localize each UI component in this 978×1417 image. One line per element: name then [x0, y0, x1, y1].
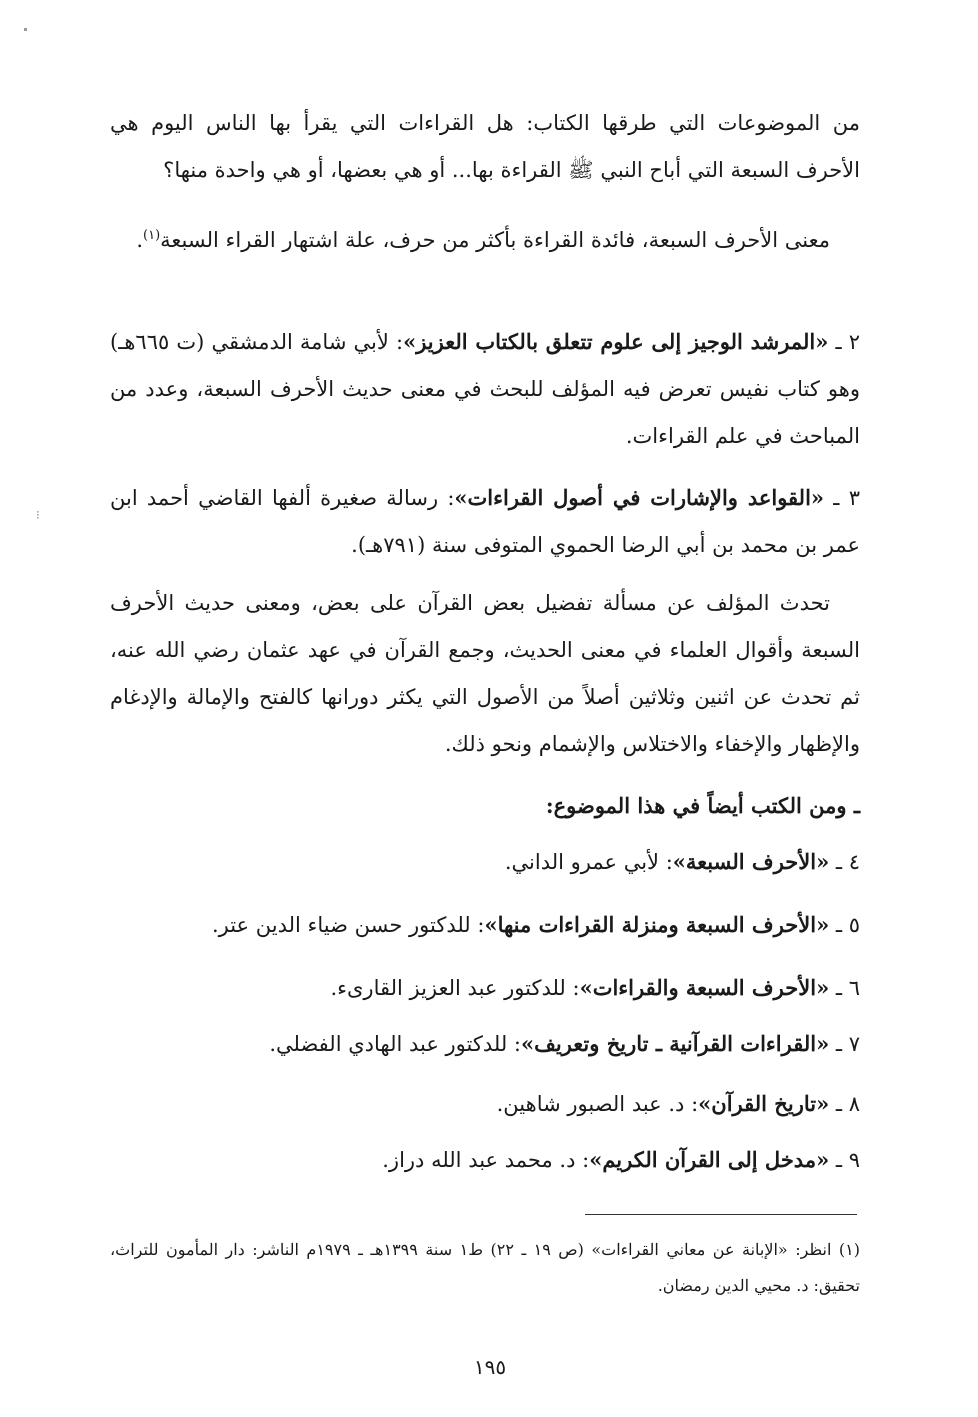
list-item: [212, 901, 860, 949]
book-title: «القواعد والإشارات في أصول القراءات»: [454, 485, 825, 510]
book-entry-number: ٣ ـ: [833, 486, 860, 510]
book-description: : رسالة صغيرة ألفها القاضي أحمد ابن عمر بن محمد بن أبي الرضا الحموي المتوفى سنة (٧٩١هـ).: [110, 486, 860, 557]
book-description: : لأبي شامة الدمشقي (ت ٦٦٥هـ) وهو كتاب نفيس تعرض فيه المؤلف للبحث في معنى حديث الأحرف السبعة، وعدد من المباحث في علم القراءات.: [110, 330, 860, 448]
list-item-text: : للدكتور عبد العزيز القارىء.: [330, 976, 580, 1000]
margin-mark: ⁝: [36, 508, 40, 522]
paragraph-intro: من الموضوعات التي طرقها الكتاب: هل القراءات التي يقرأ بها الناس اليوم هي الأحرف السبعة التي أباح النبي ﷺ القراءة بها... أو هي بعضها، أو هي واحدة منها؟: [110, 111, 860, 182]
footnote-divider: [585, 1214, 857, 1215]
list-item-title: «تاريخ القرآن»: [698, 1091, 830, 1116]
corner-mark: [24, 28, 27, 31]
paragraph-topics-end: .: [136, 228, 144, 252]
book-entry-number: ٢ ـ: [835, 330, 861, 354]
paragraph-topics-text: معنى الأحرف السبعة، فائدة القراءة بأكثر من حرف، علة اشتهار القراء السبعة: [160, 228, 830, 252]
list-item: [497, 1080, 860, 1128]
list-item-number: ٦ ـ: [835, 976, 860, 1000]
list-item-number: ٩ ـ: [835, 1148, 860, 1172]
paragraph-summary: تحدث المؤلف عن مسألة تفضيل بعض القرآن على بعض، ومعنى حديث الأحرف السبعة وأقوال العلماء في معنى الحديث، وجمع القرآن في عهد عثمان رضي الله عنه، ثم تحدث عن اثنين وثلاثين أصلاً من الأصول التي يكثر دورانها كالفتح والإمالة والإدغام والإظهار والإخفاء والاختلاس والإشمام ونحو ذلك.: [110, 591, 860, 756]
list-item-number: ٨ ـ: [835, 1092, 860, 1116]
list-item: [505, 838, 860, 886]
list-item-title: «الأحرف السبعة والقراءات»: [579, 975, 830, 1000]
list-item-number: ٧ ـ: [835, 1032, 860, 1056]
list-item-number: ٤ ـ: [835, 850, 860, 874]
list-item-title: «الأحرف السبعة»: [672, 849, 830, 874]
list-item-number: ٥ ـ: [835, 913, 860, 937]
page-number: ١٩٥: [473, 1355, 507, 1379]
footnote-reference: (١): [143, 228, 161, 243]
book-title: «المرشد الوجيز إلى علوم تتعلق بالكتاب العزيز»: [403, 329, 829, 354]
list-item-text: : د. عبد الصبور شاهين.: [496, 1092, 699, 1116]
paragraph-topics: [110, 212, 860, 264]
list-item-text: : للدكتور عبد الهادي الفضلي.: [269, 1032, 521, 1056]
list-item: [269, 1020, 860, 1068]
list-item-title: «القراءات القرآنية ـ تاريخ وتعريف»: [521, 1031, 830, 1056]
book-entry-2: [110, 318, 860, 460]
list-item-title: «الأحرف السبعة ومنزلة القراءات منها»: [484, 912, 830, 937]
list-item: [330, 964, 860, 1012]
footnote: (١) انظر: «الإبانة عن معاني القراءات» (ص ١٩ ـ ٢٢) ط١ سنة ١٣٩٩هـ ـ ١٩٧٩م الناشر: دار المأمون للتراث، تحقيق: د. محيي الدين رمضان.: [110, 1240, 861, 1295]
list-item-text: : للدكتور حسن ضياء الدين عتر.: [211, 913, 485, 937]
book-entry-3: [110, 474, 860, 569]
list-item-text: : د. محمد عبد الله دراز.: [382, 1148, 590, 1172]
paragraph-more-books: ـ ومن الكتب أيضاً في هذا الموضوع:: [545, 793, 860, 818]
list-item-text: : لأبي عمرو الداني.: [504, 850, 673, 874]
list-item-title: «مدخل إلى القرآن الكريم»: [589, 1147, 830, 1172]
list-item: [382, 1136, 860, 1184]
